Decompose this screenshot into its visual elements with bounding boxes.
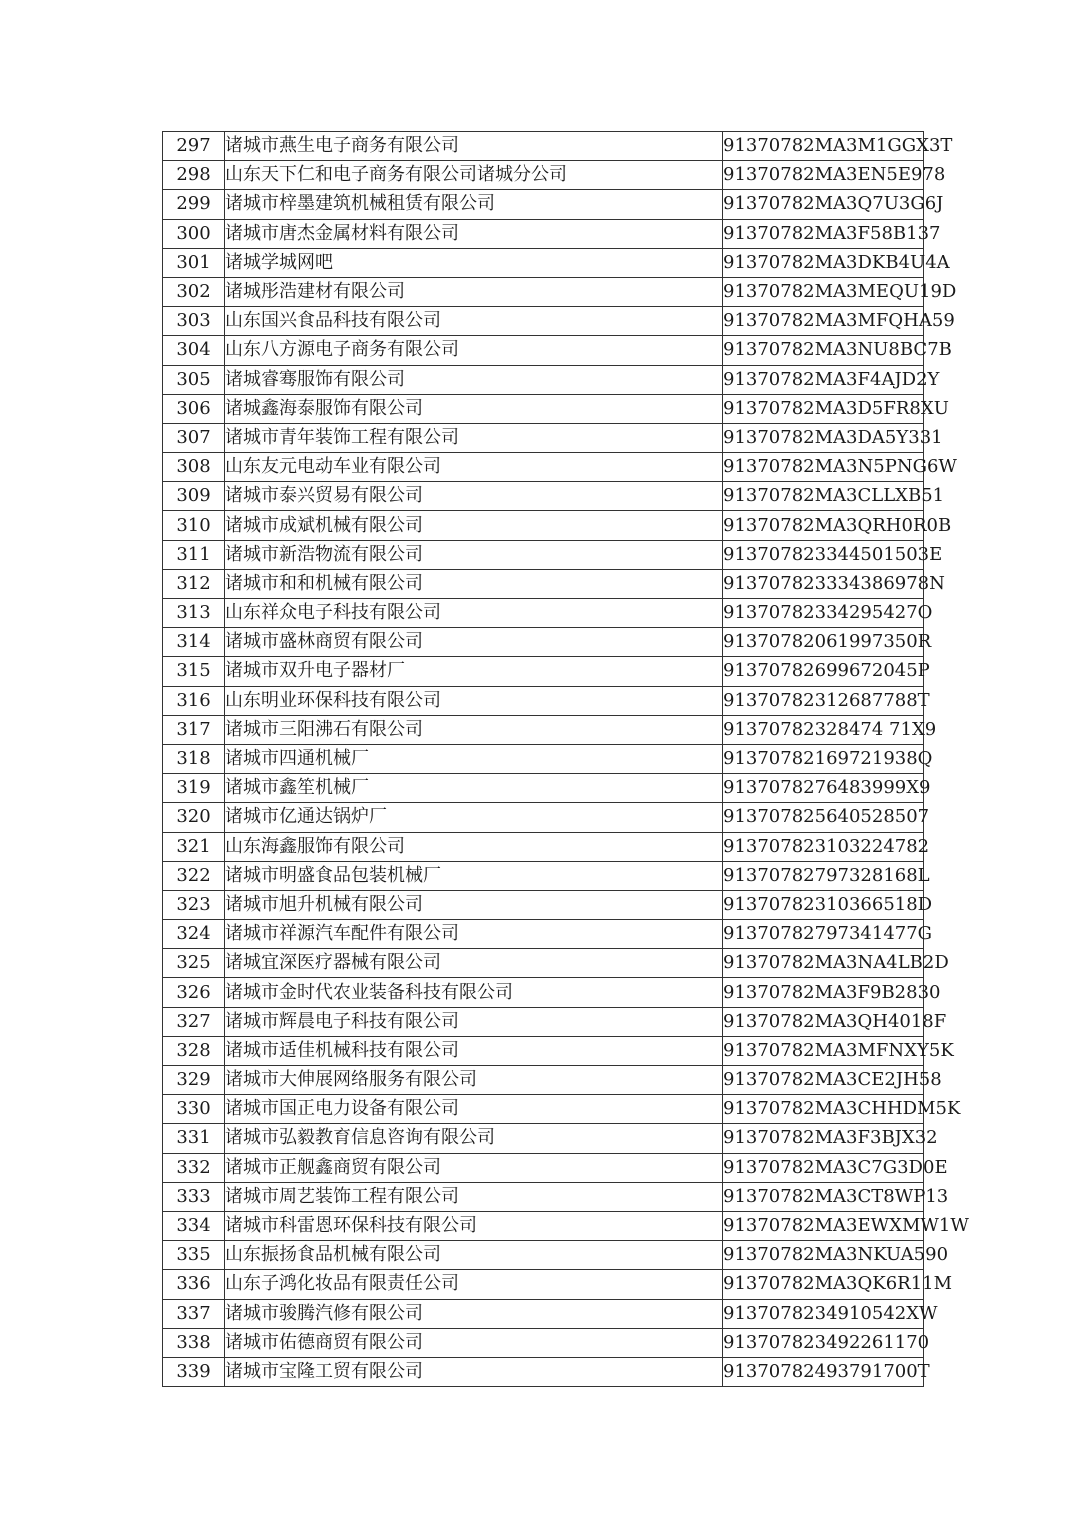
table-row xyxy=(163,1211,924,1240)
row-number: 308 xyxy=(163,453,225,482)
row-number: 322 xyxy=(163,861,225,890)
row-number: 331 xyxy=(163,1124,225,1153)
company-name: 诸城市大伸展网络服务有限公司 xyxy=(225,1066,723,1095)
credit-code: 91370782312687788T xyxy=(723,686,924,715)
table-row xyxy=(163,1036,924,1065)
table-row xyxy=(163,861,924,890)
company-name: 山东祥众电子科技有限公司 xyxy=(225,599,723,628)
credit-code: 91370782MA3NU8BC7B xyxy=(723,336,924,365)
company-name: 诸城睿骞服饰有限公司 xyxy=(225,365,723,394)
credit-code: 91370782MA3MFNXY5K xyxy=(723,1036,924,1065)
table-row xyxy=(163,336,924,365)
company-name: 山东明业环保科技有限公司 xyxy=(225,686,723,715)
credit-code: 91370782MA3QRH0R0B xyxy=(723,511,924,540)
table-row xyxy=(163,161,924,190)
row-number: 337 xyxy=(163,1299,225,1328)
row-number: 309 xyxy=(163,482,225,511)
table-row xyxy=(163,832,924,861)
table-row xyxy=(163,715,924,744)
company-name: 诸城学城网吧 xyxy=(225,248,723,277)
table-row xyxy=(163,277,924,306)
table-row xyxy=(163,132,924,161)
company-name: 诸城市泰兴贸易有限公司 xyxy=(225,482,723,511)
company-name: 诸城市唐杰金属材料有限公司 xyxy=(225,219,723,248)
company-name: 诸城市辉晨电子科技有限公司 xyxy=(225,1007,723,1036)
company-name: 诸城市弘毅教育信息咨询有限公司 xyxy=(225,1124,723,1153)
row-number: 311 xyxy=(163,540,225,569)
credit-code: 91370782MA3DKB4U4A xyxy=(723,248,924,277)
company-name: 诸城市青年装饰工程有限公司 xyxy=(225,423,723,452)
row-number: 321 xyxy=(163,832,225,861)
row-number: 318 xyxy=(163,744,225,773)
credit-code: 9137078234910542XW xyxy=(723,1299,924,1328)
company-name: 诸城市和和机械有限公司 xyxy=(225,569,723,598)
credit-code: 91370782MA3Q7U3G6J xyxy=(723,190,924,219)
company-name: 诸城市祥源汽车配件有限公司 xyxy=(225,920,723,949)
table-row xyxy=(163,1357,924,1386)
credit-code: 91370782MA3CE2JH58 xyxy=(723,1066,924,1095)
credit-code: 9137078276483999X9 xyxy=(723,774,924,803)
table-row xyxy=(163,744,924,773)
credit-code: 91370782797328168L xyxy=(723,861,924,890)
row-number: 332 xyxy=(163,1153,225,1182)
table-row xyxy=(163,365,924,394)
company-name: 诸城市亿通达锅炉厂 xyxy=(225,803,723,832)
company-name: 诸城市正舰鑫商贸有限公司 xyxy=(225,1153,723,1182)
table-row xyxy=(163,482,924,511)
company-name: 诸城市金时代农业装备科技有限公司 xyxy=(225,978,723,1007)
company-name: 诸城市佑德商贸有限公司 xyxy=(225,1328,723,1357)
company-name: 诸城市新浩物流有限公司 xyxy=(225,540,723,569)
row-number: 329 xyxy=(163,1066,225,1095)
credit-code: 91370782MA3F4AJD2Y xyxy=(723,365,924,394)
row-number: 305 xyxy=(163,365,225,394)
company-name: 诸城市双升电子器材厂 xyxy=(225,657,723,686)
credit-code: 913707823334386978N xyxy=(723,569,924,598)
row-number: 313 xyxy=(163,599,225,628)
credit-code: 91370782699672045P xyxy=(723,657,924,686)
row-number: 326 xyxy=(163,978,225,1007)
table-row xyxy=(163,774,924,803)
row-number: 339 xyxy=(163,1357,225,1386)
table-row xyxy=(163,1153,924,1182)
company-name: 山东海鑫服饰有限公司 xyxy=(225,832,723,861)
credit-code: 913707825640528507 xyxy=(723,803,924,832)
row-number: 325 xyxy=(163,949,225,978)
credit-code: 91370782MA3D5FR8XU xyxy=(723,394,924,423)
credit-code: 91370782MA3EWXMW1W xyxy=(723,1211,924,1240)
row-number: 299 xyxy=(163,190,225,219)
table-row xyxy=(163,453,924,482)
credit-code: 91370782310366518D xyxy=(723,890,924,919)
table-row xyxy=(163,599,924,628)
table-row xyxy=(163,540,924,569)
row-number: 336 xyxy=(163,1270,225,1299)
company-name: 诸城市旭升机械有限公司 xyxy=(225,890,723,919)
table-row xyxy=(163,686,924,715)
table-row xyxy=(163,190,924,219)
credit-code: 91370782797341477G xyxy=(723,920,924,949)
table-row xyxy=(163,1241,924,1270)
company-name: 诸城市科雷恩环保科技有限公司 xyxy=(225,1211,723,1240)
table-row xyxy=(163,1066,924,1095)
credit-code: 91370782328474 71X9 xyxy=(723,715,924,744)
row-number: 334 xyxy=(163,1211,225,1240)
row-number: 301 xyxy=(163,248,225,277)
row-number: 317 xyxy=(163,715,225,744)
credit-code: 91370782MA3M1GGX3T xyxy=(723,132,924,161)
row-number: 315 xyxy=(163,657,225,686)
table-row xyxy=(163,1182,924,1211)
row-number: 338 xyxy=(163,1328,225,1357)
company-name: 诸城市适佳机械科技有限公司 xyxy=(225,1036,723,1065)
table-row xyxy=(163,511,924,540)
credit-code: 91370782MA3CLLXB51 xyxy=(723,482,924,511)
company-name: 诸城市明盛食品包装机械厂 xyxy=(225,861,723,890)
table-row xyxy=(163,949,924,978)
company-name: 诸城市国正电力设备有限公司 xyxy=(225,1095,723,1124)
credit-code: 91370782MA3MEQU19D xyxy=(723,277,924,306)
row-number: 314 xyxy=(163,628,225,657)
company-name: 山东八方源电子商务有限公司 xyxy=(225,336,723,365)
credit-code: 913707823103224782 xyxy=(723,832,924,861)
table-row xyxy=(163,1095,924,1124)
row-number: 327 xyxy=(163,1007,225,1036)
table-row xyxy=(163,1007,924,1036)
company-name: 诸城市成斌机械有限公司 xyxy=(225,511,723,540)
table-row xyxy=(163,248,924,277)
company-registry-table xyxy=(162,131,969,1387)
row-number: 333 xyxy=(163,1182,225,1211)
company-name: 诸城市三阳沸石有限公司 xyxy=(225,715,723,744)
company-name: 山东国兴食品科技有限公司 xyxy=(225,307,723,336)
credit-code: 91370782MA3QH4018F xyxy=(723,1007,924,1036)
table-row xyxy=(163,890,924,919)
row-number: 306 xyxy=(163,394,225,423)
row-number: 300 xyxy=(163,219,225,248)
company-name: 诸城鑫海泰服饰有限公司 xyxy=(225,394,723,423)
table-body xyxy=(163,132,969,1387)
row-number: 303 xyxy=(163,307,225,336)
company-name: 诸城市骏腾汽修有限公司 xyxy=(225,1299,723,1328)
company-name: 诸城宜深医疗器械有限公司 xyxy=(225,949,723,978)
company-name: 诸城彤浩建材有限公司 xyxy=(225,277,723,306)
table-row xyxy=(163,307,924,336)
credit-code: 913707823344501503E xyxy=(723,540,924,569)
credit-code: 91370782MA3CHHDM5K xyxy=(723,1095,924,1124)
row-number: 307 xyxy=(163,423,225,452)
company-name: 山东振扬食品机械有限公司 xyxy=(225,1241,723,1270)
row-number: 324 xyxy=(163,920,225,949)
row-number: 328 xyxy=(163,1036,225,1065)
credit-code: 91370782MA3F3BJX32 xyxy=(723,1124,924,1153)
table-row xyxy=(163,219,924,248)
credit-code: 91370782MA3NKUA590 xyxy=(723,1241,924,1270)
table-row xyxy=(163,1124,924,1153)
company-name: 山东友元电动车业有限公司 xyxy=(225,453,723,482)
credit-code: 91370782493791700T xyxy=(723,1357,924,1386)
table-row xyxy=(163,423,924,452)
credit-code: 91370782MA3EN5E978 xyxy=(723,161,924,190)
table-row xyxy=(163,1299,924,1328)
table-row xyxy=(163,1270,924,1299)
credit-code: 91370782MA3CT8WP13 xyxy=(723,1182,924,1211)
row-number: 319 xyxy=(163,774,225,803)
row-number: 316 xyxy=(163,686,225,715)
row-number: 304 xyxy=(163,336,225,365)
company-name: 诸城市盛林商贸有限公司 xyxy=(225,628,723,657)
table-row xyxy=(163,628,924,657)
company-name: 诸城市周艺装饰工程有限公司 xyxy=(225,1182,723,1211)
company-name: 山东子鸿化妆品有限责任公司 xyxy=(225,1270,723,1299)
table-row xyxy=(163,920,924,949)
credit-code: 91370782MA3QK6R11M xyxy=(723,1270,924,1299)
table-row xyxy=(163,569,924,598)
credit-code: 91370782061997350R xyxy=(723,628,924,657)
table-row xyxy=(163,394,924,423)
credit-code: 91370782334295427O xyxy=(723,599,924,628)
credit-code: 91370782MA3NA4LB2D xyxy=(723,949,924,978)
row-number: 335 xyxy=(163,1241,225,1270)
company-name: 诸城市燕生电子商务有限公司 xyxy=(225,132,723,161)
table-row xyxy=(163,657,924,686)
company-name: 诸城市四通机械厂 xyxy=(225,744,723,773)
credit-code: 91370782MA3F9B2830 xyxy=(723,978,924,1007)
row-number: 312 xyxy=(163,569,225,598)
credit-code: 91370782MA3DA5Y331 xyxy=(723,423,924,452)
table-row xyxy=(163,803,924,832)
table-row xyxy=(163,1328,924,1357)
company-name: 诸城市宝隆工贸有限公司 xyxy=(225,1357,723,1386)
company-name: 诸城市梓墨建筑机械租赁有限公司 xyxy=(225,190,723,219)
row-number: 310 xyxy=(163,511,225,540)
table-row xyxy=(163,978,924,1007)
company-name: 诸城市鑫笙机械厂 xyxy=(225,774,723,803)
credit-code: 913707823492261170 xyxy=(723,1328,924,1357)
credit-code: 91370782MA3N5PNG6W xyxy=(723,453,924,482)
row-number: 297 xyxy=(163,132,225,161)
row-number: 330 xyxy=(163,1095,225,1124)
credit-code: 91370782MA3MFQHA59 xyxy=(723,307,924,336)
row-number: 302 xyxy=(163,277,225,306)
credit-code: 91370782MA3F58B137 xyxy=(723,219,924,248)
row-number: 298 xyxy=(163,161,225,190)
credit-code: 91370782MA3C7G3D0E xyxy=(723,1153,924,1182)
row-number: 323 xyxy=(163,890,225,919)
row-number: 320 xyxy=(163,803,225,832)
company-name: 山东天下仁和电子商务有限公司诸城分公司 xyxy=(225,161,723,190)
credit-code: 91370782169721938Q xyxy=(723,744,924,773)
